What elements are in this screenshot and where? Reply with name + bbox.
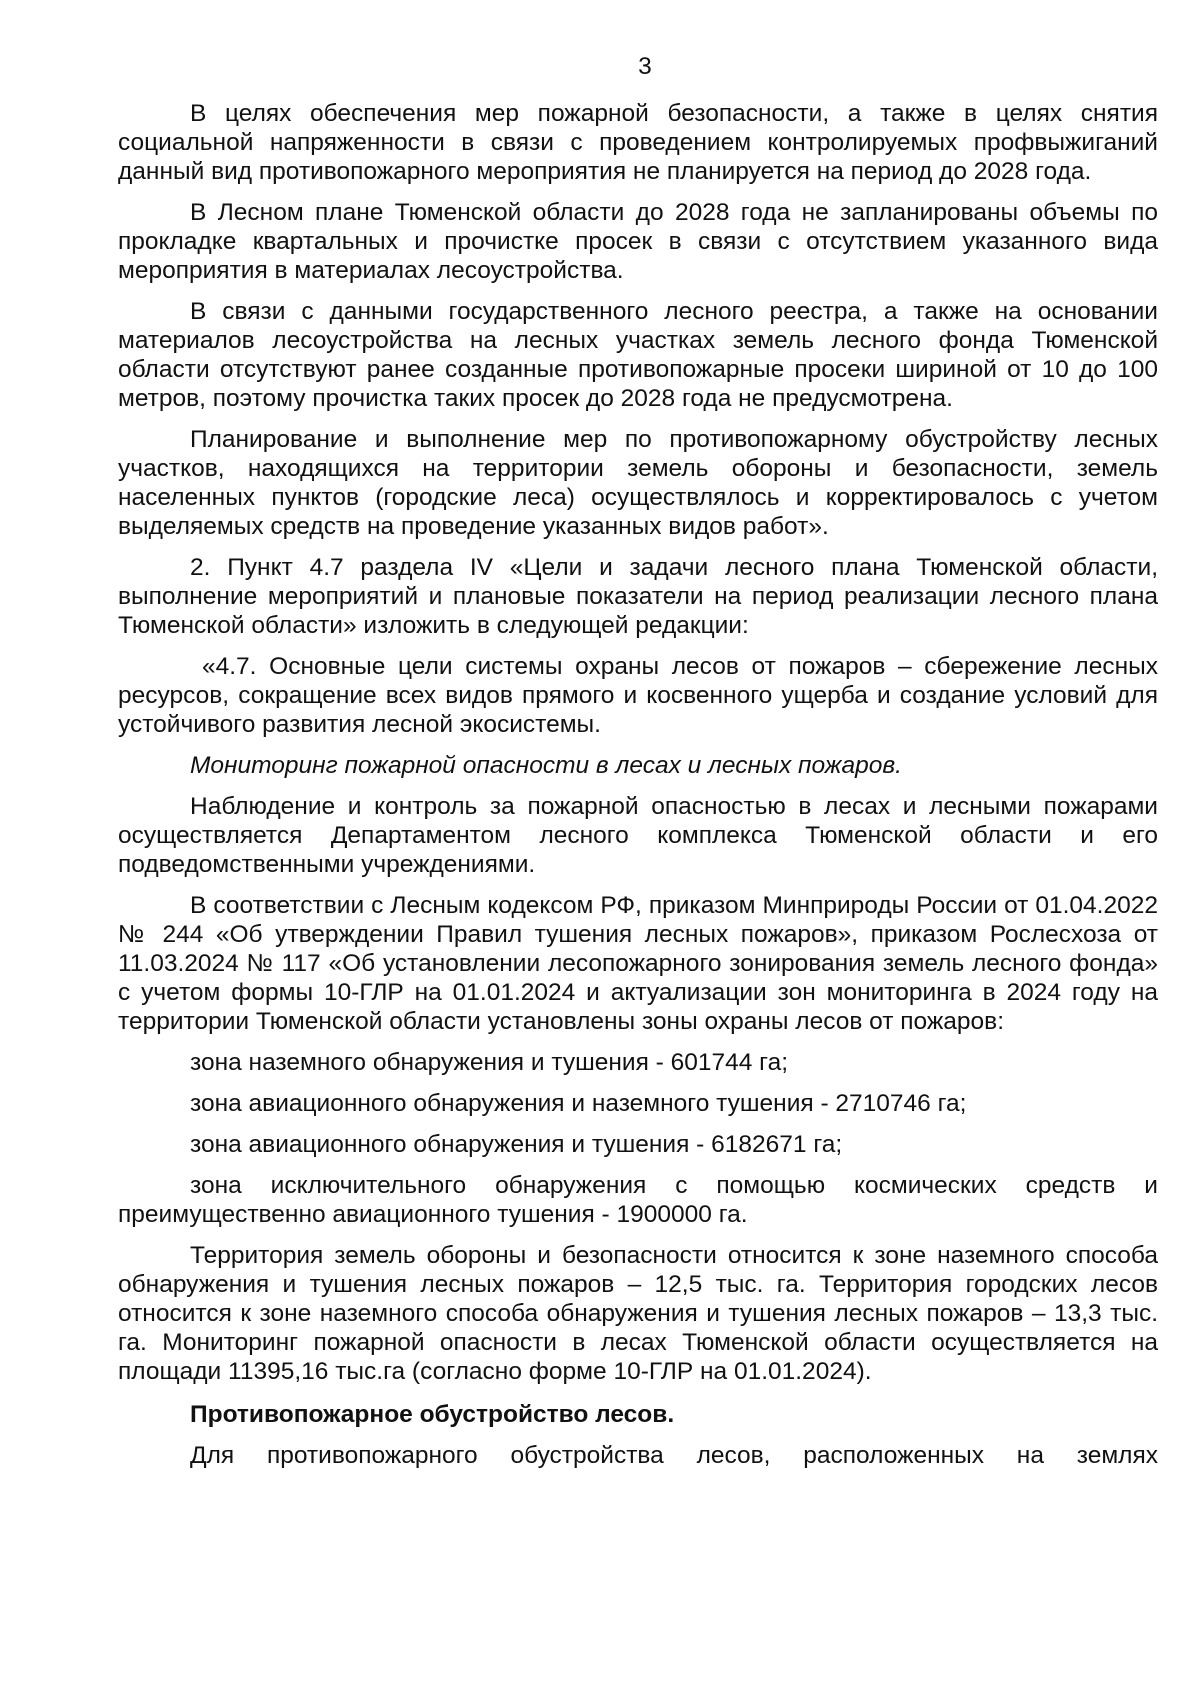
paragraph-controlled-burning: В целях обеспечения мер пожарной безопасности, а также в целях снятия социальной напряженности в связи с проведением контролируемых профвыжиганий данный вид противопожарного мероприятия не планируется на период до 2028 года. — [118, 100, 1158, 185]
paragraph-territory: Территория земель обороны и безопасности относится к зоне наземного способа обнаружения и тушения лесных пожаров – 12,5 тыс. га. Территория городских лесов относится к зоне наземного способа обнаружения и тушения лесных пожаров – 13,3 тыс. га. Мониторинг пожарной опасности в лесах Тюменской области осуществляется на площади 11395,16 тыс.га (согласно форме 10-ГЛР на 01.01.2024). — [118, 1242, 1158, 1385]
page-number: 3 — [638, 53, 652, 80]
paragraph-item-2: 2. Пункт 4.7 раздела IV «Цели и задачи лесного плана Тюменской области, выполнение мероприятий и плановые показатели на период реализации лесного плана Тюменской области» изложить в следующей редакции: — [118, 554, 1158, 639]
paragraph-firebreaks: В связи с данными государственного лесного реестра, а также на основании материалов лесоустройства на лесных участках земель лесного фонда Тюменской области отсутствуют ранее созданные противопожарные просеки шириной от 10 до 100 метров, поэтому прочистка таких просек до 2028 года не предусмотрена. — [118, 298, 1158, 412]
paragraph-fire-arrangement-start: Для противопожарного обустройства лесов, расположенных на землях — [190, 1442, 1158, 1469]
paragraph-planning: Планирование и выполнение мер по противопожарному обустройству лесных участков, находящихся на территории земель обороны и безопасности, земель населенных пунктов (городские леса) осуществлялось и корректировалось с учетом выделяемых средств на проведение указанных видов работ». — [118, 426, 1158, 540]
list-item-aviation-ground-zone: зона авиационного обнаружения и наземного тушения - 2710746 га; — [190, 1090, 967, 1117]
section-heading-monitoring: Мониторинг пожарной опасности в лесах и лесных пожаров. — [190, 752, 902, 779]
paragraph-observation: Наблюдение и контроль за пожарной опасностью в лесах и лесными пожарами осуществляется Департаментом лесного комплекса Тюменской области и его подведомственными учреждениями. — [118, 793, 1158, 878]
paragraph-item-4-7: «4.7. Основные цели системы охраны лесов от пожаров – сбережение лесных ресурсов, сокращение всех видов прямого и косвенного ущерба и создание условий для устойчивого развития лесной экосистемы. — [118, 653, 1158, 738]
paragraph-forest-plan-clearings: В Лесном плане Тюменской области до 2028 года не запланированы объемы по прокладке квартальных и прочистке просек в связи с отсутствием указанного вида мероприятия в материалах лесоустройства. — [118, 199, 1158, 284]
list-item-space-zone: зона исключительного обнаружения с помощью космических средств и преимущественно авиационного тушения - 1900000 га. — [118, 1172, 1158, 1228]
paragraph-legal-basis: В соответствии с Лесным кодексом РФ, приказом Минприроды России от 01.04.2022 № 244 «Об утверждении Правил тушения лесных пожаров», приказом Рослесхоза от 11.03.2024 № 117 «Об установлении лесопожарного зонирования земель лесного фонда» с учетом формы 10-ГЛР на 01.01.2024 и актуализации зон мониторинга в 2024 году на территории Тюменской области установлены зоны охраны лесов от пожаров: — [118, 892, 1158, 1035]
list-item-aviation-zone: зона авиационного обнаружения и тушения - 6182671 га; — [190, 1131, 843, 1158]
section-heading-fire-arrangement: Противопожарное обустройство лесов. — [190, 1401, 675, 1428]
list-item-ground-zone: зона наземного обнаружения и тушения - 601744 га; — [190, 1049, 789, 1076]
document-page — [118, 52, 1158, 1470]
